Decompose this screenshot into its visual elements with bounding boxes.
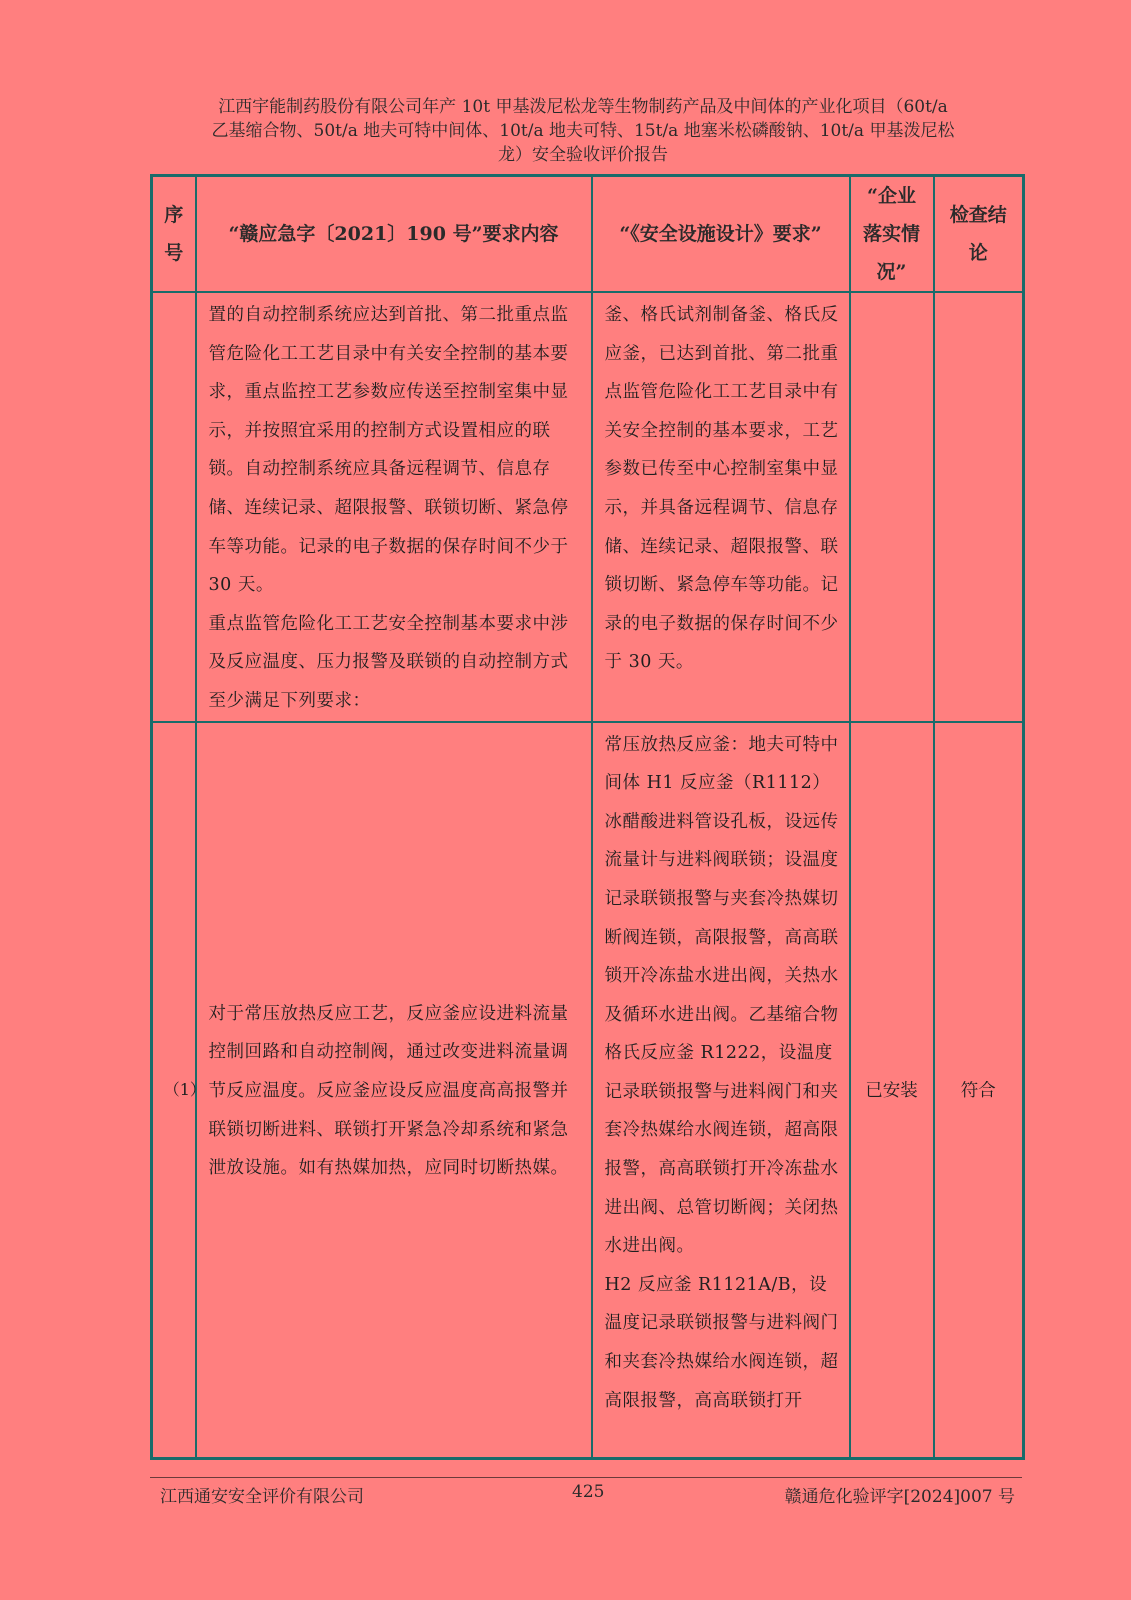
header-line-1: 江西宇能制药股份有限公司年产 10t 甲基泼尼松龙等生物制药产品及中间体的产业化项目（60t/a (218, 97, 948, 117)
requirements-table (150, 174, 1025, 1460)
header-implementation: “企业落实情况” (850, 176, 934, 293)
row-2-seq: （1） (152, 722, 196, 1459)
header-seq: 序号 (152, 176, 196, 293)
table-header-row (152, 176, 1024, 293)
header-design: “《安全设施设计》要求” (592, 176, 850, 293)
row-2-requirement-p1: 对于常压放热反应工艺，反应釜应设进料流量控制回路和自动控制阀，通过改变进料流量调节反应温度。反应釜应设反应温度高高报警并联锁切断进料、联锁打开紧急冷却系统和紧急泄放设施。如有热媒加热，应同时切断热媒。 (208, 1003, 569, 1179)
table-row (152, 292, 1024, 722)
row-2-requirement (196, 722, 592, 1459)
row-2-conclusion: 符合 (934, 722, 1024, 1459)
row-2-design: 常压放热反应釜：地夫可特中间体 H1 反应釜（R1112）冰醋酸进料管设孔板，设远传流量计与进料阀联锁；设温度记录联锁报警与夹套冷热媒切断阀连锁，高限报警，高高联锁开冷冻盐水进出阀，关热水及循环水进出阀。乙基缩合物格氏反应釜 R1222，设温度记录联锁报警与进料阀门和夹套冷热媒给水阀连锁，超高限报警，高高联锁打开冷冻盐水进出阀、总管切断阀；关闭热水进出阀。 H2 反应釜 R1121A/B，设温度记录联锁报警与进料阀门和夹套冷热媒给水阀连锁，超高限报警，高高联锁打开 (592, 722, 850, 1459)
footer-page-number: 425 (572, 1482, 605, 1502)
row-2-implementation: 已安装 (850, 722, 934, 1459)
header-conclusion: 检查结论 (934, 176, 1024, 293)
row-1-requirement (196, 292, 592, 722)
footer-divider (150, 1477, 1022, 1478)
row-1-conclusion (934, 292, 1024, 722)
footer-company: 江西通安安全评价有限公司 (160, 1487, 364, 1507)
table-row (152, 722, 1024, 1459)
row-1-implementation (850, 292, 934, 722)
row-1-requirement-p1: 置的自动控制系统应达到首批、第二批重点监管危险化工工艺目录中有关安全控制的基本要求，重点监控工艺参数应传送至控制室集中显示，并按照宜采用的控制方式设置相应的联锁。自动控制系统应具备远程调节、信息存储、连续记录、超限报警、联锁切断、紧急停车等功能。记录的电子数据的保存时间不少于 30 天。 (208, 305, 569, 596)
header-requirement: “赣应急字〔2021〕190 号”要求内容 (196, 176, 592, 293)
header-line-2: 乙基缩合物、50t/a 地夫可特中间体、10t/a 地夫可特、15t/a 地塞米松磷酸钠、10t/a 甲基泼尼松 (211, 121, 955, 141)
report-header (150, 95, 1016, 167)
row-1-requirement-p2: 重点监管危险化工工艺安全控制基本要求中涉及反应温度、压力报警及联锁的自动控制方式至少满足下列要求： (208, 613, 569, 711)
row-1-design: 釜、格氏试剂制备釜、格氏反应釜，已达到首批、第二批重点监管危险化工工艺目录中有关安全控制的基本要求，工艺参数已传至中心控制室集中显示，并具备远程调节、信息存储、连续记录、超限报警、联锁切断、紧急停车等功能。记录的电子数据的保存时间不少于 30 天。 (592, 292, 850, 722)
footer-doc-number: 赣通危化验评字[2024]007 号 (784, 1487, 1015, 1507)
row-1-seq (152, 292, 196, 722)
page-footer (160, 1482, 1015, 1506)
header-line-3: 龙）安全验收评价报告 (498, 145, 668, 165)
